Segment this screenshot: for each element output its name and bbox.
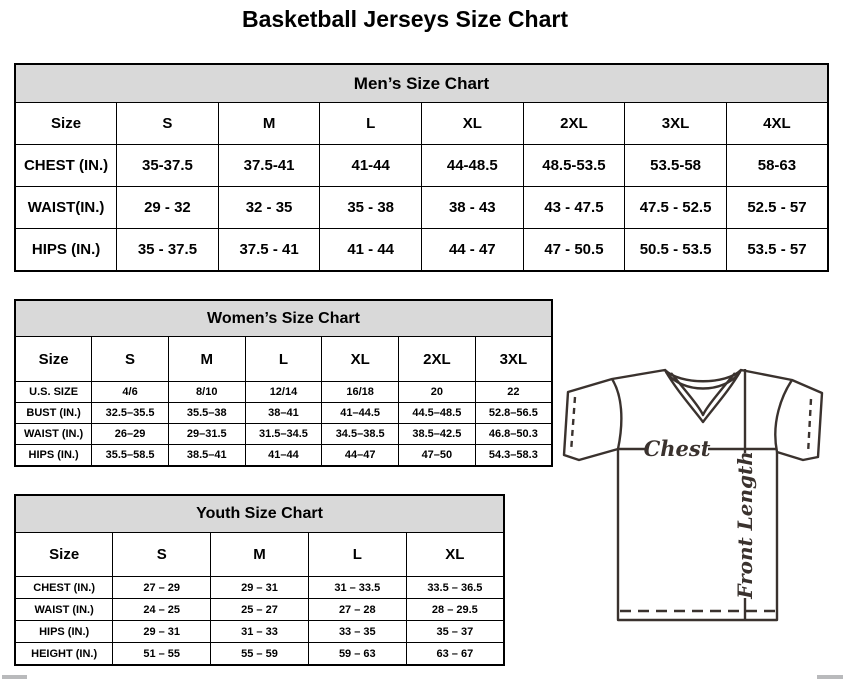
size-value: 26–29 (92, 424, 169, 445)
table-title-row (15, 495, 504, 533)
table-title: Men’s Size Chart (15, 64, 828, 103)
size-value: 29 - 32 (117, 187, 219, 229)
column-header: XL (322, 337, 399, 382)
size-column-header: Size (15, 337, 92, 382)
column-header: S (92, 337, 169, 382)
row-label: HIPS (IN.) (15, 445, 92, 467)
column-header: XL (406, 533, 504, 577)
size-value: 52.8–56.5 (475, 403, 552, 424)
table-title: Women’s Size Chart (15, 300, 552, 337)
column-header-row (15, 533, 504, 577)
size-column-header: Size (15, 103, 117, 145)
table-row (15, 187, 828, 229)
table-row (15, 643, 504, 666)
table-row (15, 382, 552, 403)
table-title-row (15, 64, 828, 103)
size-value: 53.5 - 57 (726, 229, 828, 272)
right-cuff-dashed-line (808, 399, 811, 454)
table-row (15, 403, 552, 424)
table-row (15, 599, 504, 621)
size-value: 8/10 (168, 382, 245, 403)
row-label: WAIST (IN.) (15, 599, 113, 621)
size-value: 63 – 67 (406, 643, 504, 666)
size-value: 31.5–34.5 (245, 424, 322, 445)
row-label: U.S. SIZE (15, 382, 92, 403)
size-value: 35-37.5 (117, 145, 219, 187)
size-value: 27 – 29 (113, 577, 211, 599)
size-value: 31 – 33.5 (308, 577, 406, 599)
front-length-label: Front Length (733, 451, 757, 599)
column-header: L (245, 337, 322, 382)
column-header: 3XL (625, 103, 727, 145)
row-label: HIPS (IN.) (15, 621, 113, 643)
size-value: 25 – 27 (211, 599, 309, 621)
column-header: M (211, 533, 309, 577)
size-value: 20 (399, 382, 476, 403)
size-value: 33 – 35 (308, 621, 406, 643)
column-header: M (218, 103, 320, 145)
size-value: 58-63 (726, 145, 828, 187)
size-value: 35 - 37.5 (117, 229, 219, 272)
scrollbar-thumb-right[interactable] (817, 675, 843, 679)
column-header: S (117, 103, 219, 145)
size-value: 50.5 - 53.5 (625, 229, 727, 272)
jersey-measurement-diagram (560, 360, 843, 640)
row-label: BUST (IN.) (15, 403, 92, 424)
size-value: 38.5–42.5 (399, 424, 476, 445)
size-value: 32.5–35.5 (92, 403, 169, 424)
size-value: 37.5-41 (218, 145, 320, 187)
row-label: HEIGHT (IN.) (15, 643, 113, 666)
size-value: 31 – 33 (211, 621, 309, 643)
size-value: 41-44 (320, 145, 422, 187)
table-row (15, 621, 504, 643)
size-value: 38–41 (245, 403, 322, 424)
row-label: CHEST (IN.) (15, 145, 117, 187)
size-value: 55 – 59 (211, 643, 309, 666)
row-label: WAIST (IN.) (15, 424, 92, 445)
size-value: 32 - 35 (218, 187, 320, 229)
size-value: 51 – 55 (113, 643, 211, 666)
size-value: 41–44.5 (322, 403, 399, 424)
table-row (15, 424, 552, 445)
mens-size-table (14, 63, 829, 272)
column-header: L (320, 103, 422, 145)
table-title: Youth Size Chart (15, 495, 504, 533)
jersey-outline-shape (564, 370, 822, 620)
size-value: 44 - 47 (422, 229, 524, 272)
size-value: 33.5 – 36.5 (406, 577, 504, 599)
size-value: 52.5 - 57 (726, 187, 828, 229)
size-value: 46.8–50.3 (475, 424, 552, 445)
size-value: 29 – 31 (113, 621, 211, 643)
column-header: L (308, 533, 406, 577)
size-value: 38.5–41 (168, 445, 245, 467)
column-header: 4XL (726, 103, 828, 145)
size-value: 35.5–38 (168, 403, 245, 424)
scrollbar-thumb-left[interactable] (2, 675, 27, 679)
column-header: 2XL (523, 103, 625, 145)
size-value: 48.5-53.5 (523, 145, 625, 187)
table-row (15, 445, 552, 467)
column-header: XL (422, 103, 524, 145)
page-title: Basketball Jerseys Size Chart (241, 6, 568, 32)
size-value: 44-48.5 (422, 145, 524, 187)
size-value: 44–47 (322, 445, 399, 467)
size-value: 37.5 - 41 (218, 229, 320, 272)
size-value: 47–50 (399, 445, 476, 467)
size-value: 35 - 38 (320, 187, 422, 229)
column-header-row (15, 337, 552, 382)
column-header: 3XL (475, 337, 552, 382)
table-row (15, 229, 828, 272)
table-row (15, 145, 828, 187)
size-value: 53.5-58 (625, 145, 727, 187)
size-value: 41–44 (245, 445, 322, 467)
row-label: HIPS (IN.) (15, 229, 117, 272)
right-armhole-seam (775, 380, 792, 452)
size-value: 35 – 37 (406, 621, 504, 643)
youth-size-table (14, 494, 505, 666)
row-label: WAIST(IN.) (15, 187, 117, 229)
left-cuff-dashed-line (571, 397, 575, 452)
chest-label: Chest (643, 436, 711, 461)
table-title-row (15, 300, 552, 337)
size-value: 34.5–38.5 (322, 424, 399, 445)
size-value: 22 (475, 382, 552, 403)
size-value: 4/6 (92, 382, 169, 403)
size-value: 38 - 43 (422, 187, 524, 229)
size-value: 44.5–48.5 (399, 403, 476, 424)
size-value: 16/18 (322, 382, 399, 403)
size-value: 47.5 - 52.5 (625, 187, 727, 229)
size-value: 54.3–58.3 (475, 445, 552, 467)
size-value: 24 – 25 (113, 599, 211, 621)
size-value: 29–31.5 (168, 424, 245, 445)
size-value: 28 – 29.5 (406, 599, 504, 621)
size-column-header: Size (15, 533, 113, 577)
size-value: 47 - 50.5 (523, 229, 625, 272)
table-row (15, 577, 504, 599)
left-armhole-seam (612, 379, 621, 449)
row-label: CHEST (IN.) (15, 577, 113, 599)
size-value: 27 – 28 (308, 599, 406, 621)
size-value: 43 - 47.5 (523, 187, 625, 229)
column-header: 2XL (399, 337, 476, 382)
womens-size-table (14, 299, 553, 467)
size-value: 12/14 (245, 382, 322, 403)
size-value: 59 – 63 (308, 643, 406, 666)
size-value: 35.5–58.5 (92, 445, 169, 467)
column-header: M (168, 337, 245, 382)
column-header-row (15, 103, 828, 145)
column-header: S (113, 533, 211, 577)
size-value: 29 – 31 (211, 577, 309, 599)
size-value: 41 - 44 (320, 229, 422, 272)
